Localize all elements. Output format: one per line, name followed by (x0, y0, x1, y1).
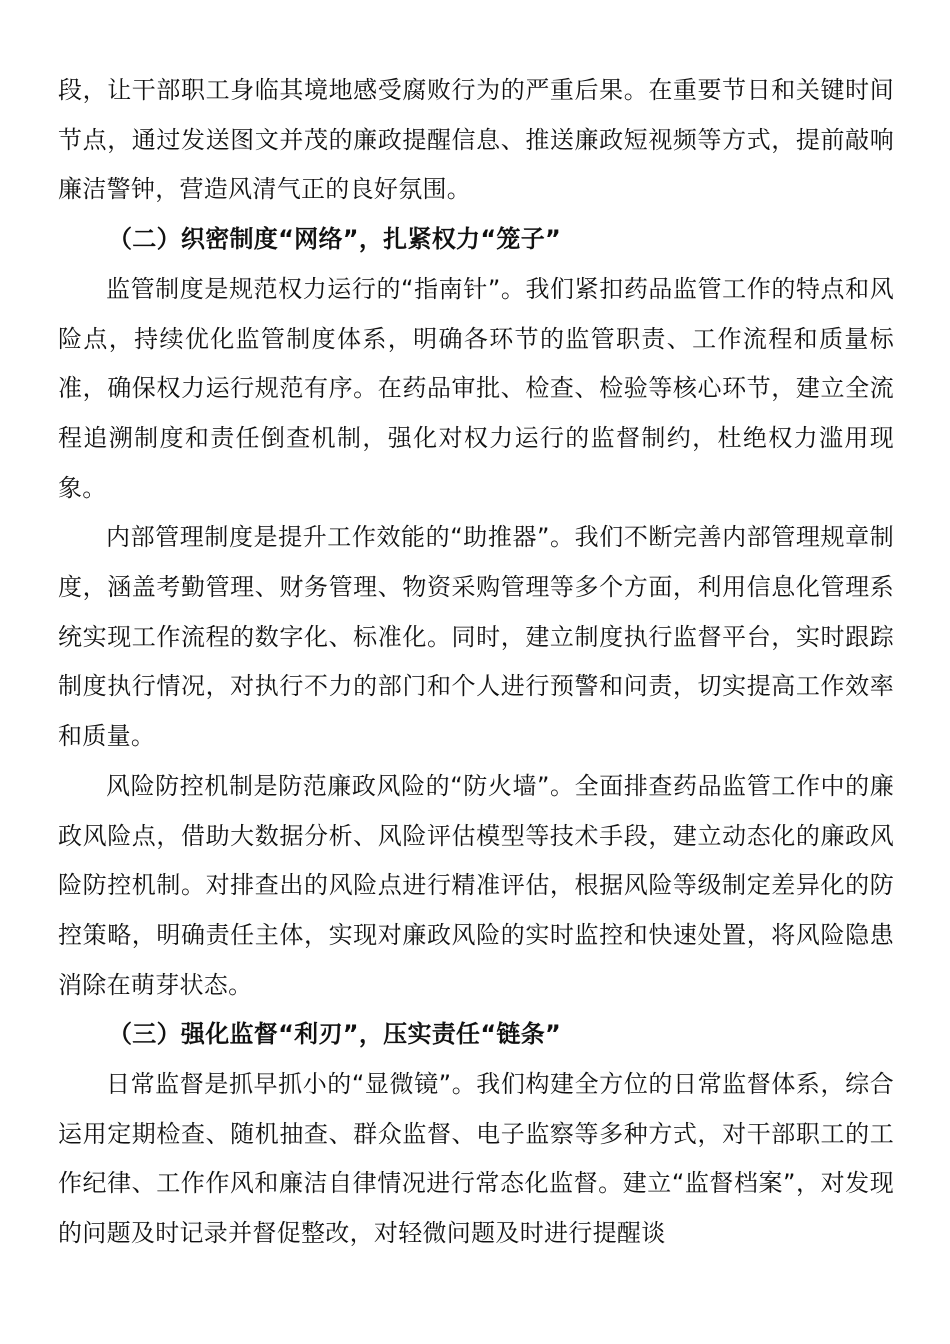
section-heading-2: （二）织密制度“网络”，扎紧权力“笼子” (108, 225, 562, 254)
paragraph-daily-supervision: 日常监督是抓早抓小的“显微镜”。我们构建全方位的日常监督体系，综合运用定期检查、随机抽查、群众监督、电子监察等多种方式，对干部职工的工作纪律、工作作风和廉洁自律情况进行常态化监督。建立“监督档案”，对发现的问题及时记录并督促整改，对轻微问题及时进行提醒谈 (58, 1070, 894, 1248)
paragraph-continuation: 段，让干部职工身临其境地感受腐败行为的严重后果。在重要节日和关键时间节点，通过发送图文并茂的廉政提醒信息、推送廉政短视频等方式，提前敲响廉洁警钟，营造风清气正的良好氛围。 (58, 76, 894, 204)
section-heading-3: （三）强化监督“利刃”，压实责任“链条” (108, 1020, 562, 1049)
document-page (58, 66, 894, 1259)
paragraph-supervision-system: 监管制度是规范权力运行的“指南针”。我们紧扣药品监管工作的特点和风险点，持续优化监管制度体系，明确各环节的监管职责、工作流程和质量标准，确保权力运行规范有序。在药品审批、检查、检验等核心环节，建立全流程追溯制度和责任倒查机制，强化对权力运行的监督制约，杜绝权力滥用现象。 (58, 274, 894, 502)
paragraph-risk-control: 风险防控机制是防范廉政风险的“防火墙”。全面排查药品监管工作中的廉政风险点，借助大数据分析、风险评估模型等技术手段，建立动态化的廉政风险防控机制。对排查出的风险点进行精准评估，根据风险等级制定差异化的防控策略，明确责任主体，实现对廉政风险的实时监控和快速处置，将风险隐患消除在萌芽状态。 (58, 771, 894, 999)
paragraph-internal-management: 内部管理制度是提升工作效能的“助推器”。我们不断完善内部管理规章制度，涵盖考勤管理、财务管理、物资采购管理等多个方面，利用信息化管理系统实现工作流程的数字化、标准化。同时，建立制度执行监督平台，实时跟踪制度执行情况，对执行不力的部门和个人进行预警和问责，切实提高工作效率和质量。 (58, 523, 894, 751)
